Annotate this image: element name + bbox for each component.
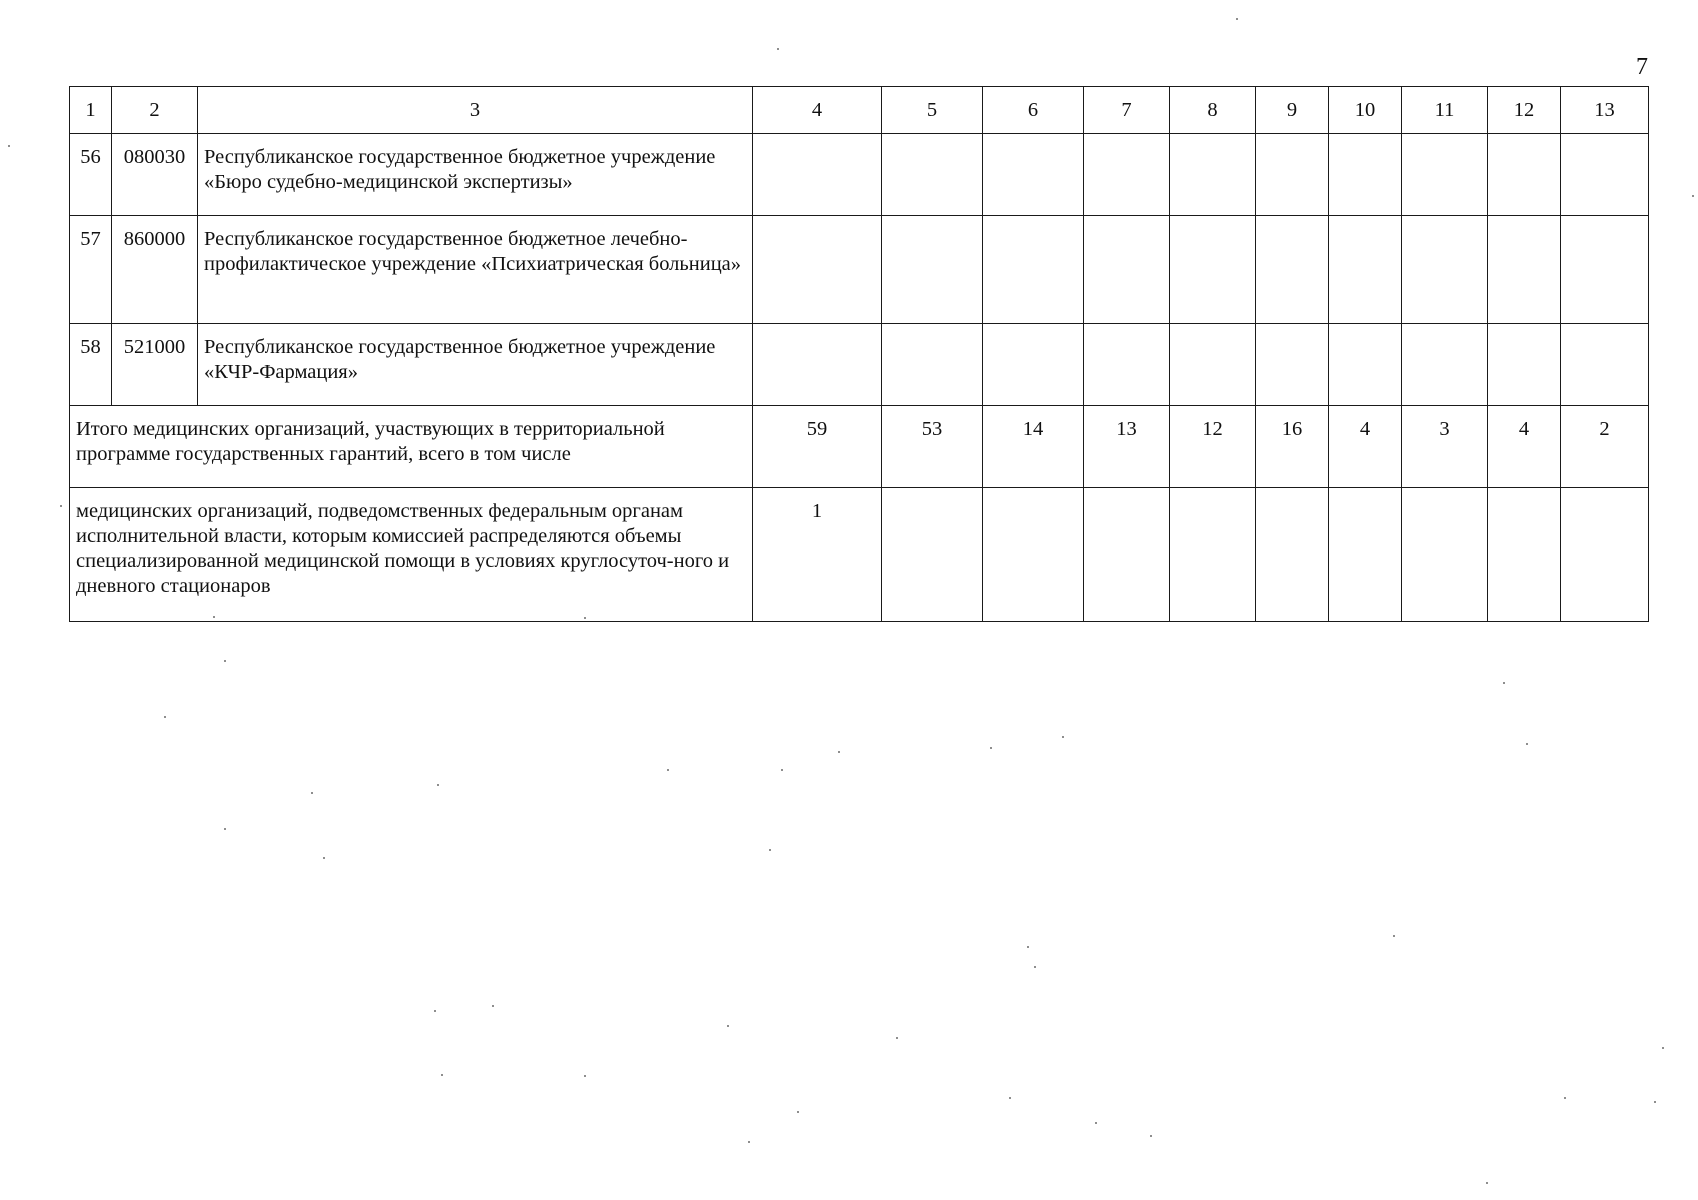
column-number-cell: 8: [1170, 87, 1256, 134]
federal-value: [882, 488, 983, 622]
scan-speck: [584, 1075, 586, 1077]
value-cell: [983, 134, 1084, 216]
value-cell: [1084, 216, 1170, 324]
org-code: 080030: [112, 134, 198, 216]
scan-speck: [1034, 966, 1036, 968]
org-name: Республиканское государственное бюджетное учреждение «КЧР-Фармация»: [198, 324, 753, 406]
column-number-cell: 3: [198, 87, 753, 134]
scan-speck: [213, 616, 215, 618]
total-value: 59: [753, 406, 882, 488]
scan-speck: [1009, 1097, 1011, 1099]
scan-speck: [60, 505, 62, 507]
row-number: 56: [70, 134, 112, 216]
value-cell: [1170, 134, 1256, 216]
column-number-cell: 7: [1084, 87, 1170, 134]
row-number: 58: [70, 324, 112, 406]
column-number-cell: 5: [882, 87, 983, 134]
total-value: 4: [1488, 406, 1561, 488]
value-cell: [1170, 324, 1256, 406]
scan-speck: [492, 1005, 494, 1007]
scan-speck: [434, 1010, 436, 1012]
row-number: 57: [70, 216, 112, 324]
scan-speck: [224, 828, 226, 830]
federal-value: [1256, 488, 1329, 622]
total-value: 2: [1561, 406, 1649, 488]
federal-value: [983, 488, 1084, 622]
federal-value: [1488, 488, 1561, 622]
value-cell: [983, 216, 1084, 324]
table-row: [70, 216, 1649, 324]
scan-speck: [441, 1074, 443, 1076]
value-cell: [1329, 216, 1402, 324]
scan-speck: [1062, 736, 1064, 738]
federal-value: [1561, 488, 1649, 622]
value-cell: [882, 216, 983, 324]
column-number-cell: 4: [753, 87, 882, 134]
value-cell: [1084, 134, 1170, 216]
value-cell: [1256, 324, 1329, 406]
scan-speck: [896, 1037, 898, 1039]
scan-speck: [838, 751, 840, 753]
scan-speck: [1526, 743, 1528, 745]
total-label: Итого медицинских организаций, участвующих в территориальной программе государственных гарантий, всего в том числе: [70, 406, 753, 488]
federal-value: [1329, 488, 1402, 622]
federal-row: [70, 488, 1649, 622]
value-cell: [753, 134, 882, 216]
scan-speck: [781, 769, 783, 771]
column-number-cell: 10: [1329, 87, 1402, 134]
total-value: 3: [1402, 406, 1488, 488]
scan-speck: [1662, 1047, 1664, 1049]
scan-speck: [8, 145, 10, 147]
page-number: 7: [1636, 54, 1648, 80]
organizations-table: [69, 86, 1649, 622]
scan-speck: [1503, 682, 1505, 684]
value-cell: [1488, 324, 1561, 406]
value-cell: [882, 324, 983, 406]
scan-speck: [1150, 1135, 1152, 1137]
scan-speck: [1564, 1097, 1566, 1099]
scan-speck: [1654, 1101, 1656, 1103]
scan-speck: [748, 1141, 750, 1143]
org-code: 521000: [112, 324, 198, 406]
column-number-cell: 1: [70, 87, 112, 134]
value-cell: [983, 324, 1084, 406]
scan-speck: [1027, 946, 1029, 948]
total-value: 13: [1084, 406, 1170, 488]
scan-speck: [990, 747, 992, 749]
value-cell: [1488, 216, 1561, 324]
total-value: 14: [983, 406, 1084, 488]
table-row: [70, 134, 1649, 216]
value-cell: [1256, 134, 1329, 216]
value-cell: [753, 216, 882, 324]
org-code: 860000: [112, 216, 198, 324]
scan-speck: [797, 1111, 799, 1113]
value-cell: [1561, 216, 1649, 324]
value-cell: [1488, 134, 1561, 216]
scan-speck: [777, 48, 779, 50]
column-number-cell: 11: [1402, 87, 1488, 134]
scan-speck: [584, 617, 586, 619]
scan-speck: [323, 857, 325, 859]
total-value: 53: [882, 406, 983, 488]
column-number-cell: 2: [112, 87, 198, 134]
value-cell: [753, 324, 882, 406]
value-cell: [1561, 134, 1649, 216]
scan-speck: [311, 792, 313, 794]
total-value: 4: [1329, 406, 1402, 488]
scan-speck: [1393, 935, 1395, 937]
scan-speck: [1236, 18, 1238, 20]
federal-label: медицинских организаций, подведомственных федеральным органам исполнительной власти, которым комиссией распределяются объемы специализированной медицинской помощи в условиях круглосуточ-ного и дневного стационаров: [70, 488, 753, 622]
scan-speck: [769, 849, 771, 851]
value-cell: [1402, 324, 1488, 406]
value-cell: [1402, 134, 1488, 216]
value-cell: [1402, 216, 1488, 324]
value-cell: [1329, 324, 1402, 406]
scan-speck: [727, 1025, 729, 1027]
value-cell: [1329, 134, 1402, 216]
org-name: Республиканское государственное бюджетное лечебно-профилактическое учреждение «Психиатрическая больница»: [198, 216, 753, 324]
scan-speck: [437, 784, 439, 786]
table-row: [70, 324, 1649, 406]
column-number-cell: 6: [983, 87, 1084, 134]
federal-value: [1170, 488, 1256, 622]
column-number-cell: 9: [1256, 87, 1329, 134]
federal-value: 1: [753, 488, 882, 622]
scan-speck: [1486, 1182, 1488, 1184]
scan-speck: [667, 769, 669, 771]
scan-speck: [1095, 1122, 1097, 1124]
total-value: 12: [1170, 406, 1256, 488]
value-cell: [882, 134, 983, 216]
value-cell: [1084, 324, 1170, 406]
value-cell: [1256, 216, 1329, 324]
column-number-cell: 12: [1488, 87, 1561, 134]
column-numbers-row: [70, 87, 1649, 134]
scan-speck: [1692, 195, 1694, 197]
total-value: 16: [1256, 406, 1329, 488]
scan-speck: [224, 660, 226, 662]
org-name: Республиканское государственное бюджетное учреждение «Бюро судебно-медицинской экспертизы»: [198, 134, 753, 216]
value-cell: [1170, 216, 1256, 324]
column-number-cell: 13: [1561, 87, 1649, 134]
federal-value: [1084, 488, 1170, 622]
total-row: [70, 406, 1649, 488]
value-cell: [1561, 324, 1649, 406]
federal-value: [1402, 488, 1488, 622]
scan-speck: [164, 716, 166, 718]
